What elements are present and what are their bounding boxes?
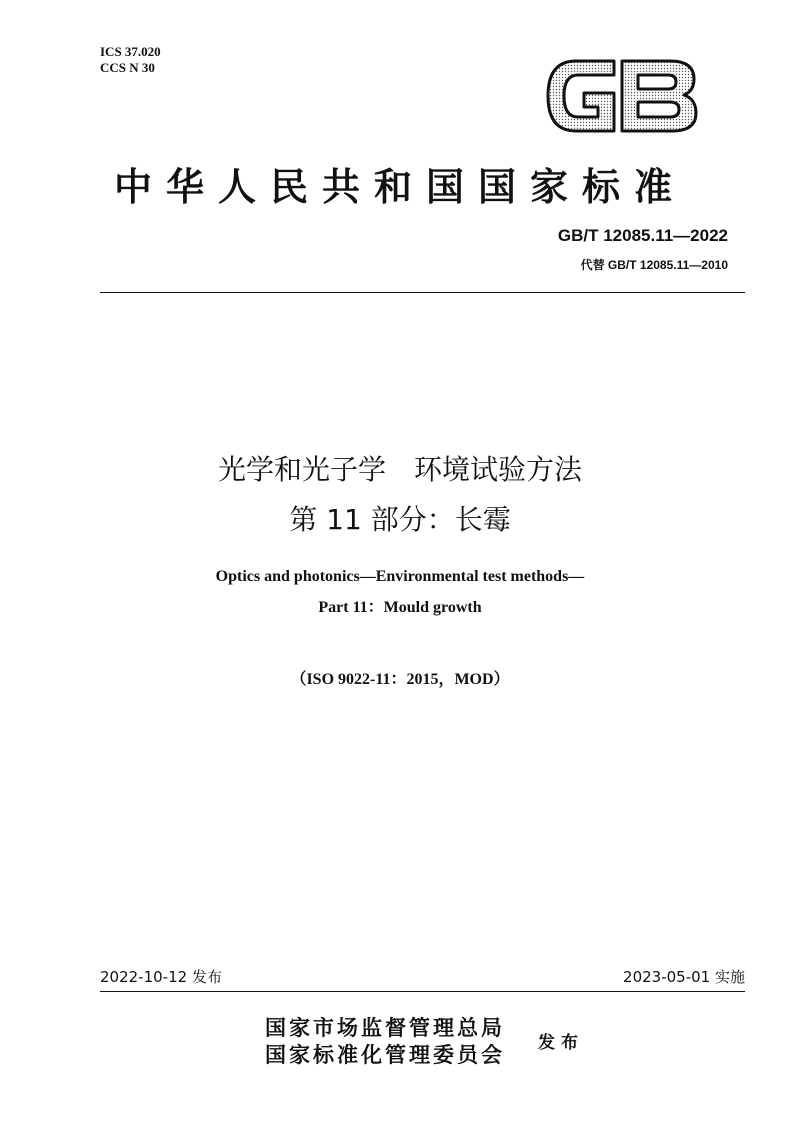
national-standard-title: 中华人民共和国国家标准: [113, 164, 686, 209]
top-divider: [100, 292, 745, 293]
ccs-code: CCS N 30: [100, 60, 155, 75]
bottom-divider: [100, 991, 745, 992]
cn-title-line-1: 光学和光子学 环境试验方法: [217, 453, 582, 486]
en-title-line-2: Part 11：Mould growth: [318, 599, 482, 616]
ics-code: ICS 37.020: [100, 44, 161, 59]
replaces-standard: 代替 GB/T 12085.11—2010: [580, 258, 728, 272]
implementation-date: 2023-05-01 实施: [623, 968, 745, 986]
en-title-line-1: Optics and photonics—Environmental test methods—: [215, 568, 585, 585]
issuer-sac: 国家标准化管理委员会: [265, 1042, 505, 1067]
issue-date: 2022-10-12 发布: [100, 968, 222, 986]
iso-reference: （ISO 9022-11：2015，MOD）: [290, 671, 510, 688]
publish-label: 发布: [538, 1033, 584, 1053]
classification-codes: [100, 44, 161, 76]
issuer-samr: 国家市场监督管理总局: [265, 1015, 505, 1040]
standard-number: GB/T 12085.11—2022: [557, 226, 728, 245]
cn-title-line-2: 第 11 部分：长霉: [289, 503, 511, 536]
gb-logo-icon: [540, 55, 702, 137]
